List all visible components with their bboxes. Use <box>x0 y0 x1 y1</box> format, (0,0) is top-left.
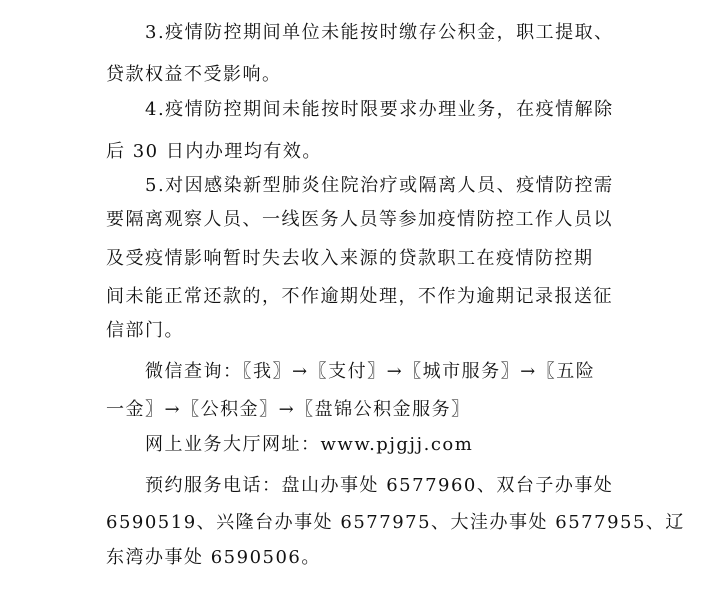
paragraph-line: 5.对因感染新型肺炎住院治疗或隔离人员、疫情防控需 <box>145 175 614 196</box>
paragraph-line: 一金〗→〖公积金〗→〖盘锦公积金服务〗 <box>106 399 471 420</box>
paragraph-line: 预约服务电话：盘山办事处 6577960、双台子办事处 <box>145 475 614 496</box>
paragraph-line: 要隔离观察人员、一线医务人员等参加疫情防控工作人员以 <box>106 209 613 230</box>
paragraph-line: 网上业务大厅网址：www.pjgjj.com <box>145 434 474 455</box>
paragraph-line: 3.疫情防控期间单位未能按时缴存公积金，职工提取、 <box>145 22 614 43</box>
paragraph-line: 贷款权益不受影响。 <box>106 64 282 85</box>
paragraph-line: 微信查询：〖我〗→〖支付〗→〖城市服务〗→〖五险 <box>145 361 596 382</box>
paragraph-line: 6590519、兴隆台办事处 6577975、大洼办事处 6577955、辽 <box>106 512 685 533</box>
paragraph-line: 间未能正常还款的，不作逾期处理，不作为逾期记录报送征 <box>106 286 613 307</box>
paragraph-line: 信部门。 <box>106 320 184 341</box>
paragraph-line: 后 30 日内办理均有效。 <box>106 141 322 162</box>
paragraph-line: 东湾办事处 6590506。 <box>106 547 321 568</box>
paragraph-line: 及受疫情影响暂时失去收入来源的贷款职工在疫情防控期 <box>106 248 594 269</box>
paragraph-line: 4.疫情防控期间未能按时限要求办理业务，在疫情解除 <box>145 99 614 120</box>
